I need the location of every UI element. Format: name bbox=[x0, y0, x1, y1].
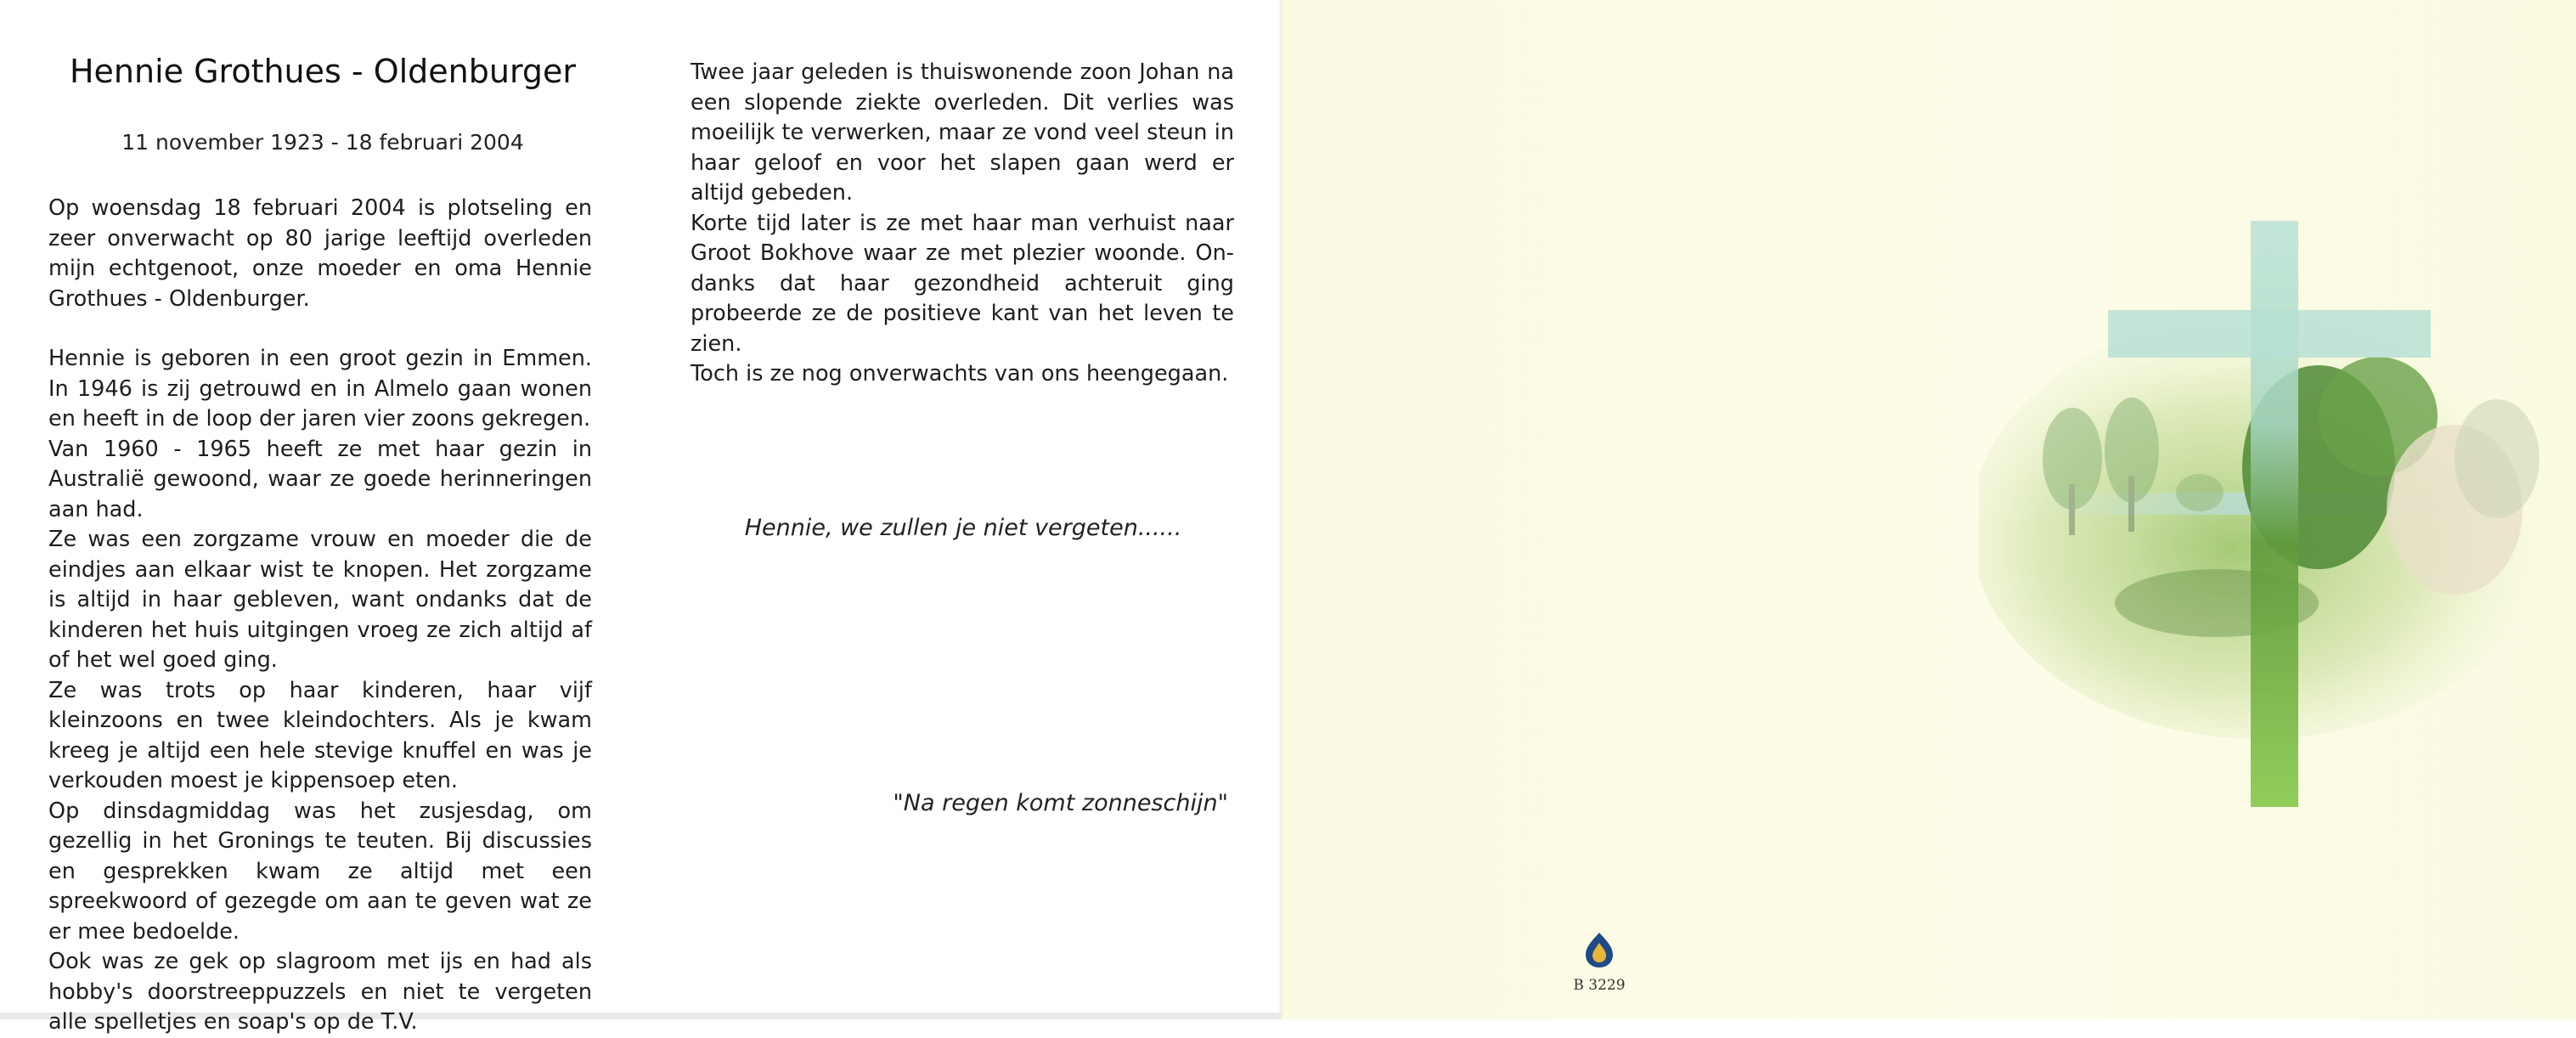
obituary-text-left bbox=[48, 194, 592, 1038]
flame-logo-icon bbox=[1582, 931, 1616, 968]
paragraph: Op dinsdagmiddag was het zusjesdag, om gezellig in het Gronings te teuten. Bij discussies en gesprekken kwam ze altijd met een spreekwoord of gezegde om aan te geven wat ze er mee bedoelde. bbox=[48, 798, 592, 945]
paragraph: Korte tijd later is ze met haar man verhuist naar Groot Bokhove waar ze met plezier woonde. Ondanks dat haar gezondheid achteruit ging probeerde ze de positieve kant van het leven te zien. bbox=[691, 210, 1234, 357]
cross-landscape-illustration bbox=[1979, 204, 2573, 815]
print-code: B 3229 bbox=[1573, 977, 1626, 994]
paragraph: Van 1960 - 1965 heeft ze met haar gezin in Australië gewoond, waar ze goede herinneringen aan had. bbox=[48, 436, 592, 522]
cross-horizontal-beam bbox=[2108, 310, 2431, 358]
card-fold bbox=[1277, 0, 1284, 1019]
life-dates: 11 november 1923 - 18 februari 2004 bbox=[121, 130, 524, 155]
proverb-quote: "Na regen komt zonneschijn" bbox=[893, 790, 1228, 816]
deceased-name: Hennie Grothues - Oldenburger bbox=[69, 53, 577, 90]
paragraph: Toch is ze nog onverwachts van ons heengegaan. bbox=[691, 361, 1229, 386]
obituary-text-middle bbox=[691, 58, 1234, 390]
paragraph: Twee jaar geleden is thuiswonende zoon Johan na een slopende ziekte overleden. Dit verlies was moeilijk te verwerken, maar ze vond veel steun in haar geloof en voor het slapen gaan werd er altijd gebeden. bbox=[691, 59, 1234, 206]
farewell-quote: Hennie, we zullen je niet vergeten...... bbox=[744, 515, 1182, 541]
paragraph: Op woensdag 18 februari 2004 is plotseling en zeer onverwacht op 80 jarige leeftijd overleden mijn echtgenoot, onze moeder en oma Hennie Grothues - Oldenburger. bbox=[48, 195, 592, 312]
paragraph: Ook was ze gek op slagroom met ijs en had als hobby's doorstreeppuzzels en niet te vergeten alle spelletjes en soap's op de T.V. bbox=[48, 949, 592, 1035]
paragraph: Hennie is geboren in een groot gezin in Emmen. In 1946 is zij getrouwd en in Almelo gaan wonen en heeft in de loop der jaren vier zoons gekregen. bbox=[48, 346, 592, 432]
paragraph: Ze was een zorgzame vrouw en moeder die de eindjes aan elkaar wist te knopen. Het zorgzame is altijd in haar gebleven, want ondanks dat de kinderen het huis uitgingen vroeg ze zich altijd af of het wel goed ging. bbox=[48, 527, 592, 673]
paragraph: Ze was trots op haar kinderen, haar vijf kleinzoons en twee kleindochters. Als je kwam kreeg je altijd een hele stevige knuffel en was je verkouden moest je kippensoep eten. bbox=[48, 677, 592, 793]
cross-vertical-beam bbox=[2251, 221, 2298, 807]
